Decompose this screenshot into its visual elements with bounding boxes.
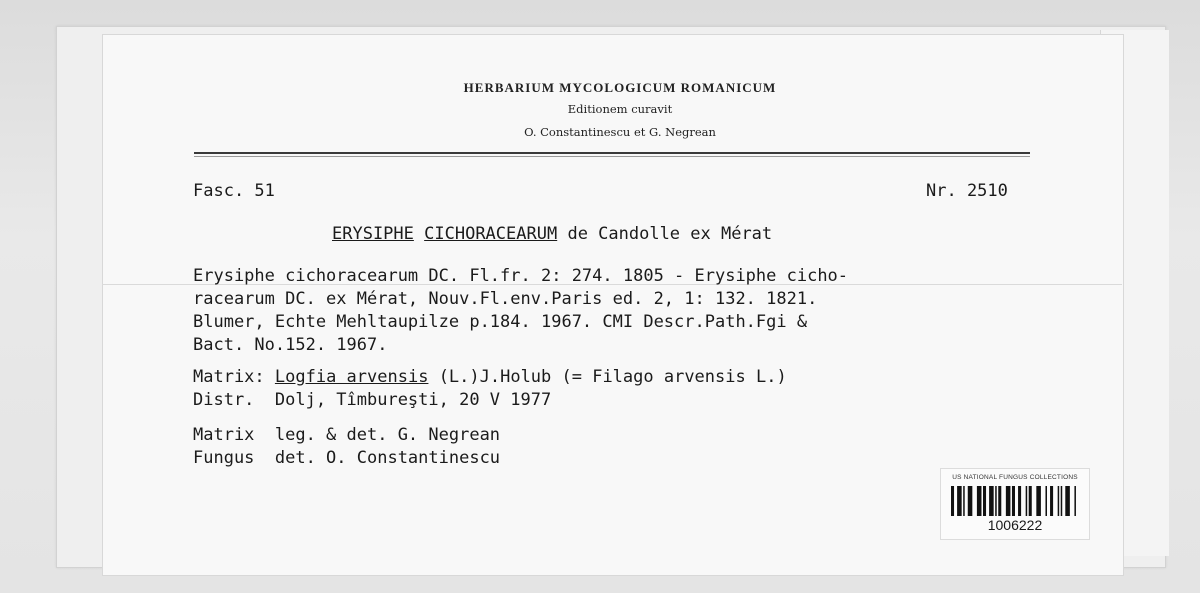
header-rule [194, 152, 1030, 154]
barcode-bar [1061, 486, 1063, 516]
bibliography-line: Erysiphe cichoracearum DC. Fl.fr. 2: 274. 1805 - Erysiphe cicho- [193, 266, 849, 286]
host-name: Logfia arvensis [274, 367, 429, 387]
barcode-header: US NATIONAL FUNGUS COLLECTIONS [952, 474, 1078, 481]
barcode-icon [951, 486, 1079, 516]
barcode-bar [977, 486, 982, 516]
barcode-label [940, 468, 1090, 540]
barcode-bar [1058, 486, 1060, 516]
barcode-bar [1050, 486, 1053, 516]
barcode-bar [1018, 486, 1021, 516]
barcode-bar [1026, 486, 1028, 516]
barcode-bar [1045, 486, 1047, 516]
barcode-bar [1006, 486, 1011, 516]
distribution-line: Distr. Dolj, Tîmbureşti, 20 V 1977 [193, 390, 552, 410]
barcode-bar [957, 486, 962, 516]
barcode-bar [1036, 486, 1041, 516]
barcode-bar [989, 486, 994, 516]
barcode-bar [968, 486, 973, 516]
collector-line: Matrix leg. & det. G. Negrean [193, 425, 501, 445]
barcode-bar [1065, 486, 1070, 516]
bibliography-line: racearum DC. ex Mérat, Nouv.Fl.env.Paris ed. 2, 1: 132. 1821. [193, 289, 818, 309]
collector-line: Fungus det. O. Constantinescu [193, 448, 501, 468]
barcode-number: 1006222 [987, 517, 1043, 533]
matrix-line [193, 366, 787, 389]
barcode-bar [963, 486, 965, 516]
fascicle-number: Fasc. 51 [193, 181, 275, 201]
bibliography-line: Bact. No.152. 1967. [193, 335, 388, 355]
barcode-bar [1012, 486, 1015, 516]
herbarium-title: HERBARIUM MYCOLOGICUM ROMANICUM [463, 80, 777, 95]
barcode-bar [983, 486, 986, 516]
species-epithet: CICHORACEARUM [424, 224, 558, 244]
herbarium-editors: O. Constantinescu et G. Negrean [524, 125, 716, 139]
species-author: de Candolle ex Mérat [567, 224, 773, 244]
barcode-bar [1029, 486, 1032, 516]
specimen-number: Nr. 2510 [926, 181, 1008, 201]
herbarium-subtitle: Editionem curavit [567, 102, 673, 116]
host-authority: (L.)J.Holub (= Filago arvensis L.) [438, 367, 787, 387]
barcode-bar [995, 486, 997, 516]
barcode-bar [1074, 486, 1076, 516]
species-name [332, 223, 772, 246]
matrix-label: Matrix: [193, 367, 265, 387]
bibliography [193, 265, 848, 357]
barcode-bar [998, 486, 1001, 516]
header-rule-thin [194, 156, 1030, 157]
bibliography-line: Blumer, Echte Mehltaupilze p.184. 1967. CMI Descr.Path.Fgi & [193, 312, 808, 332]
barcode-bar [951, 486, 954, 516]
species-genus: ERYSIPHE [332, 224, 414, 244]
matrix-distribution [193, 366, 787, 412]
collectors [193, 424, 500, 470]
